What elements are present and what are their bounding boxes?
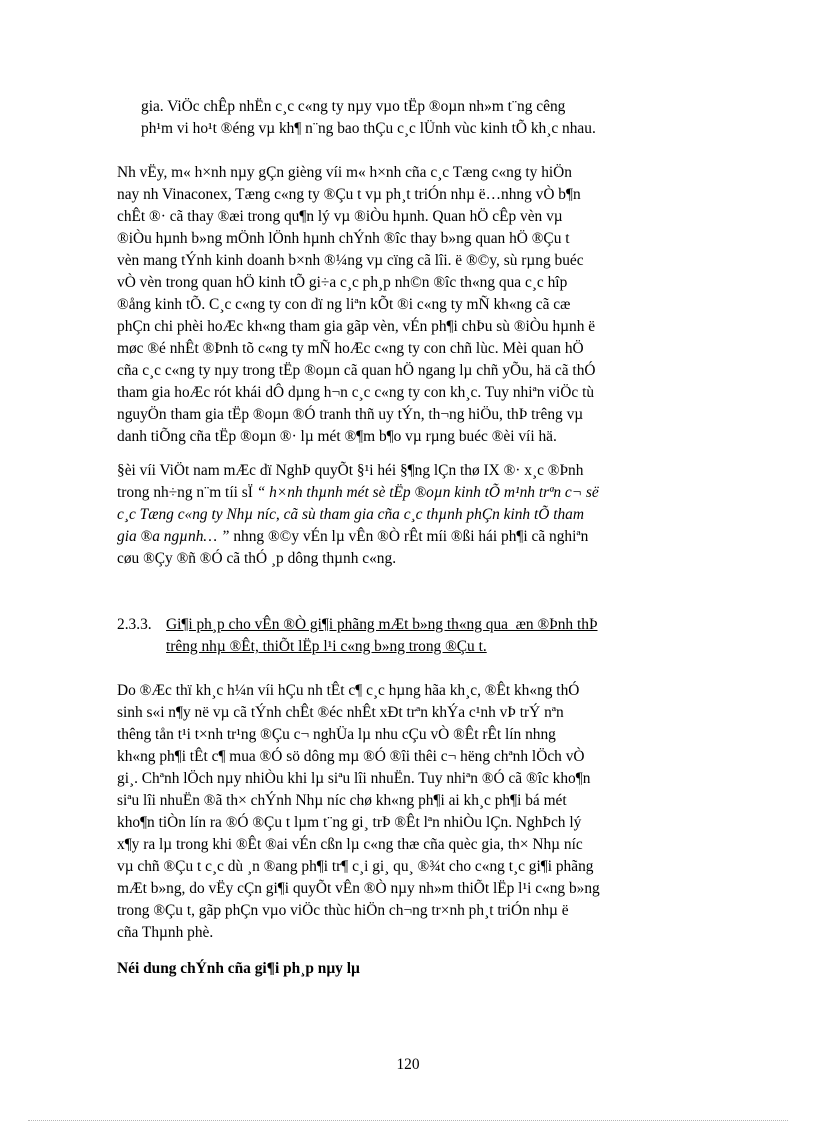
subheading: Néi dung chÝnh cña gi¶i ph¸p nµy lµ	[117, 960, 360, 977]
section-title-line: Gi¶i ph¸p cho vÊn ®Ò gi¶i phãng mÆt b»ng th«ng qua æn ®Þnh thÞ	[166, 616, 598, 633]
text-line	[117, 526, 722, 548]
section-number: 2.3.3.	[117, 616, 152, 633]
text-line: trong ®Çu t, gãp phÇn vµo viÖc thùc hiÖn ch¬ng tr×nh ph¸t triÓn nhµ ë	[117, 902, 569, 919]
paragraph-continuation	[141, 96, 722, 140]
text-line: cña Thµnh phè.	[117, 924, 214, 941]
text-line: ®ång kinh tÕ. C¸c c«ng ty con dï ng liªn kÕt ®i c«ng ty mÑ kh«ng cã cæ	[117, 296, 571, 313]
text-line: x¶y ra lµ trong khi ®Êt ®ai vÉn cßn lµ c«ng thæ cña quèc gia, th× Nhµ níc	[117, 836, 583, 853]
text-line: tham gia hoÆc rót khái dÔ dµng h¬n c¸c c«ng ty con kh¸c. Tuy nhiªn viÖc tù	[117, 384, 595, 401]
text-line: danh tiÕng cña tËp ®oµn ®· lµ mét ®¶m b¶o vµ rµng buéc ®èi víi hä.	[117, 428, 557, 445]
paragraph-land-speculation	[117, 680, 722, 944]
section-title	[166, 614, 724, 658]
text-line: gia. ViÖc chÊp nhËn c¸c c«ng ty nµy vµo tËp ®oµn nh»m t¨ng cêng	[141, 98, 566, 115]
text-line: kh«ng ph¶i tÊt c¶ mua ®Ó sö dông mµ ®Ó ®îi thêi c¬ hëng chªnh lÖch vÒ	[117, 748, 585, 765]
paragraph-vietnam	[117, 460, 722, 570]
text-line: ph¹m vi ho¹t ®éng vµ kh¶ n¨ng bao thÇu c¸c lÜnh vùc kinh tÕ kh¸c nhau.	[141, 120, 596, 137]
text-normal: nhng ®©y vÉn lµ vÊn ®Ò rÊt míi ®ßi hái ph¶i cã nghiªn	[229, 528, 589, 545]
quote-text: gia ®a ngµnh… ”	[117, 528, 230, 545]
text-line: cøu ®Çy ®ñ ®Ó cã thÓ ¸p dông thµnh c«ng.	[117, 550, 397, 567]
text-line: vèn mang tÝnh kinh doanh b×nh ®¼ng vµ cïng cã lîi. ë ®©y, sù rµng buéc	[117, 252, 584, 269]
paragraph-corporate-model	[117, 162, 722, 448]
text-line: nay nh Vinaconex, Tæng c«ng ty ®Çu t vµ ph¸t triÓn nhµ ë…nhng vÒ b¶n	[117, 186, 581, 203]
page-bottom-rule	[28, 1120, 788, 1121]
text-line: ®iÒu hµnh b»ng mÖnh lÖnh hµnh chÝnh ®îc thay b»ng quan hÖ ®Çu t	[117, 230, 570, 247]
text-line: vµ chñ ®Çu t c¸c dù ¸n ®ang ph¶i tr¶ c¸i gi¸ qu¸ ®¾t cho c«ng t¸c gi¶i phãng	[117, 858, 594, 875]
quote-text: c¸c Tæng c«ng ty Nhµ níc, cã sù tham gia cña c¸c thµnh phÇn kinh tÕ tham	[117, 506, 584, 523]
section-title-line: trêng nhµ ®Êt, thiÕt lËp l¹i c«ng b»ng trong ®Çu t.	[166, 638, 487, 655]
text-line: phÇn chi phèi hoÆc kh«ng tham gia gãp vèn, vÉn ph¶i chÞu sù ®iÒu hµnh ë	[117, 318, 596, 335]
text-line: cña c¸c c«ng ty nµy trong tËp ®oµn cã quan hÖ ngang lµ chñ yÕu, hä cã thÓ	[117, 362, 596, 379]
text-line: §èi víi ViÖt nam mÆc dï NghÞ quyÕt §¹i héi §¶ng lÇn thø IX ®· x¸c ®Þnh	[117, 462, 584, 479]
text-line: siªu lîi nhuËn ®ã th× chÝnh Nhµ níc chø kh«ng ph¶i ai kh¸c ph¶i bá mét	[117, 792, 567, 809]
text-line: vÒ vèn trong quan hÖ kinh tÕ gi÷a c¸c ph¸p nh©n ®îc th«ng qua c¸c hîp	[117, 274, 568, 291]
text-line: thêng tån t¹i t×nh tr¹ng ®Çu c¬ nghÜa lµ nhu cÇu vÒ ®Êt rÊt lín nhng	[117, 726, 556, 743]
text-line: nguyÖn tham gia tËp ®oµn ®Ó tranh thñ uy tÝn, th¬ng hiÖu, thÞ trêng vµ	[117, 406, 584, 423]
text-line: chÊt ®· cã thay ®æi trong qu¶n lý vµ ®iÒu hµnh. Quan hÖ cÊp vèn vµ	[117, 208, 563, 225]
text-line: mÆt b»ng, do vËy cÇn gi¶i quyÕt vÊn ®Ò nµy nh»m thiÕt lËp l¹i c«ng b»ng	[117, 880, 600, 897]
text-line: møc ®é nhÊt ®Þnh tõ c«ng ty mÑ hoÆc c«ng ty con chñ lùc. Mèi quan hÖ	[117, 340, 584, 357]
text-line: Nh vËy, m« h×nh nµy gÇn gièng víi m« h×nh cña c¸c Tæng c«ng ty hiÖn	[117, 164, 572, 181]
page-number: 120	[396, 1056, 420, 1073]
quote-text: “ h×nh thµnh mét sè tËp ®oµn kinh tÕ m¹nh trªn c¬ së	[256, 484, 599, 501]
text-line: Do ®Æc thï kh¸c h¼n víi hÇu nh tÊt c¶ c¸c hµng hãa kh¸c, ®Êt kh«ng thÓ	[117, 682, 580, 699]
text-normal: trong nh÷ng n¨m tíi sÏ	[117, 484, 257, 501]
text-line: sinh s«i n¶y në vµ cã tÝnh chÊt ®éc nhÊt xÐt trªn khÝa c¹nh vÞ trÝ nªn	[117, 704, 564, 721]
text-line: kho¶n tiÒn lín ra ®Ó ®Çu t lµm t¨ng gi¸ trÞ ®Êt lªn nhiÒu lÇn. NghÞch lý	[117, 814, 582, 831]
text-line	[117, 482, 722, 504]
text-line: gi¸. Chªnh lÖch nµy nhiÒu khi lµ siªu lîi nhuËn. Tuy nhiªn ®Ó cã ®îc kho¶n	[117, 770, 591, 787]
